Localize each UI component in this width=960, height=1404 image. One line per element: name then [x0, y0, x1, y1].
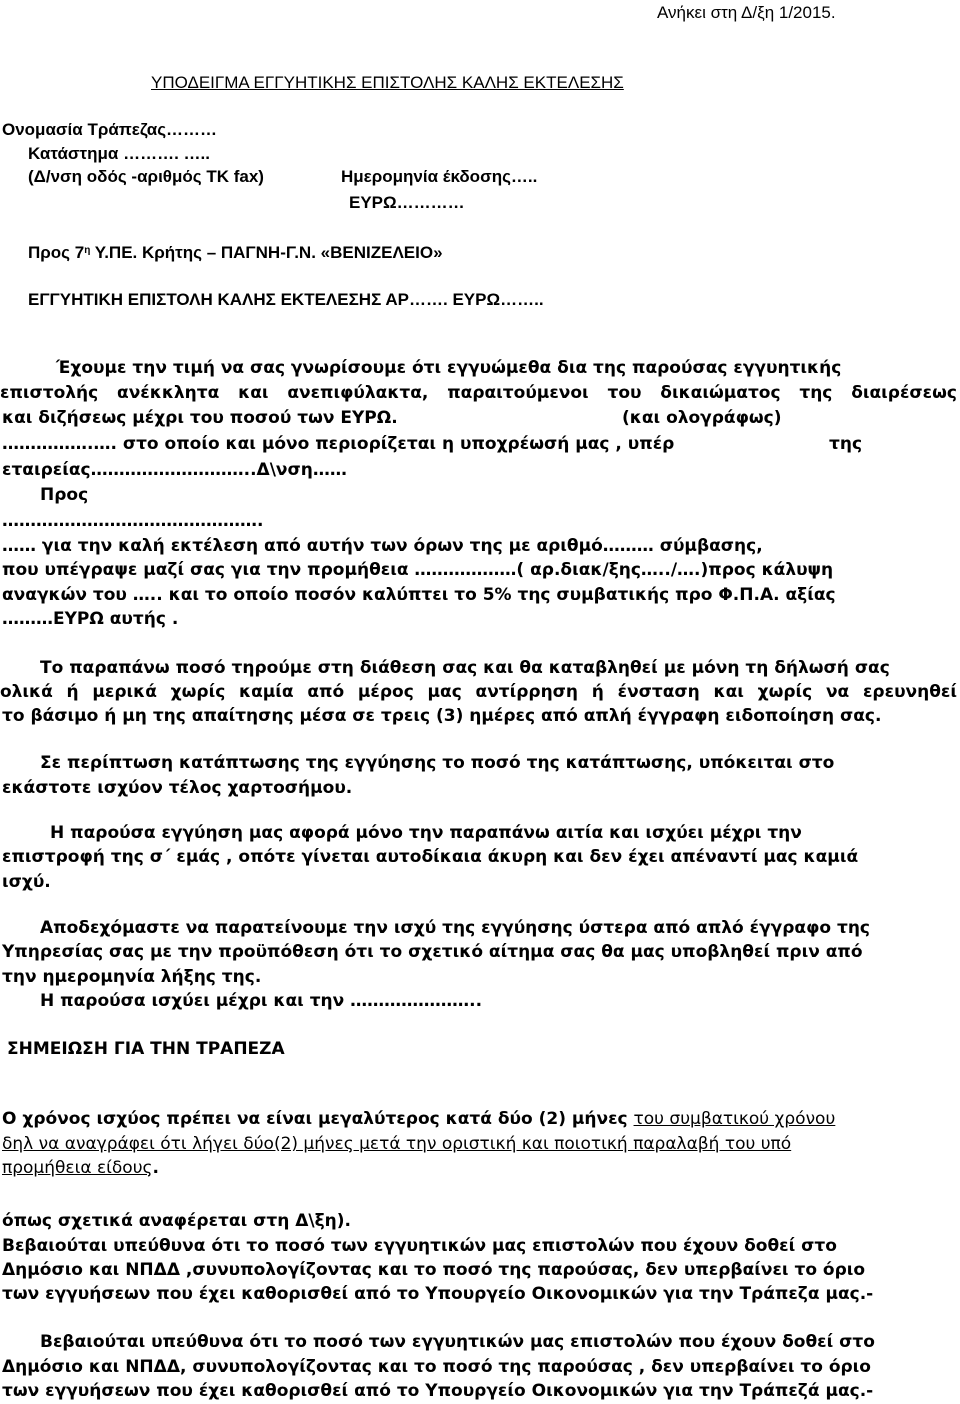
note-line-4: όπως σχετικά αναφέρεται στη Δ\ξη).	[2, 1211, 351, 1231]
p1-line-2: επιστολής ανέκκλητα και ανεπιφύλακτα, παραιτούμενοι του δικαιώματος της διαιρέσεως	[0, 383, 957, 403]
recipient	[28, 242, 443, 264]
p1-line-7: ……………………………………….	[2, 511, 264, 531]
document-title: ΥΠΟΔΕΙΓΜΑ ΕΓΓΥΗΤΙΚΗΣ ΕΠΙΣΤΟΛΗΣ ΚΑΛΗΣ ΕΚΤΕΛΕΣΗΣ	[151, 73, 624, 92]
recipient-rest: Υ.ΠΕ. Κρήτης – ΠΑΓΝΗ-Γ.Ν. «ΒΕΝΙΖΕΛΕΙΟ»	[90, 243, 443, 262]
note-line-8: Βεβαιούται υπεύθυνα ότι το ποσό των εγγυητικών μας επιστολών που έχουν δοθεί στο	[40, 1332, 875, 1352]
note-heading: ΣΗΜΕΙΩΣΗ ΓΙΑ ΤΗΝ ΤΡΑΠΕΖΑ	[7, 1039, 285, 1059]
top-note: Ανήκει στη Δ/ξη 1/2015.	[657, 3, 836, 22]
p1-line-8: …… για την καλή εκτέλεση από αυτήν των όρων της με αριθμό……… σύμβασης,	[2, 536, 763, 556]
note-line-1-bold: Ο χρόνος ισχύος πρέπει να είναι μεγαλύτερος κατά δύο (2) μήνες	[2, 1109, 628, 1129]
p5-line-1: Αποδεχόμαστε να παρατείνουμε την ισχύ της εγγύησης ύστερα από απλό έγγραφο της	[40, 918, 871, 938]
bank-name: Ονομασία Τράπεζας………	[2, 120, 218, 139]
note-line-1-underlined: του συμβατικού χρόνου	[633, 1109, 836, 1129]
note-line-2: δηλ να αναγράφει ότι λήγει δύο(2) μήνες μετά την οριστική και ποιοτική παραλαβή του υπό	[2, 1134, 792, 1154]
p2-line-3: το βάσιμο ή μη της απαίτησης μέσα σε τρεις (3) ημέρες από απλή έγγραφη ειδοποίηση σας.	[2, 706, 882, 726]
p1-line-10: αναγκών του ….. και το οποίο ποσόν καλύπτει το 5% της συμβατικής προ Φ.Π.Α. αξίας	[2, 585, 836, 605]
p1-line-9: που υπέγραψε μαζί σας για την προμήθεια ………………( αρ.διακ/ξης…../….)προς κάλυψη	[2, 560, 834, 580]
note-line-7: των εγγυήσεων που έχει καθορισθεί από το Υπουργείο Οικονομικών για την Τράπεζα μας.-	[2, 1284, 874, 1304]
p1-line-4b: της	[829, 434, 863, 454]
branch: Κατάστημα ………. …..	[28, 144, 210, 163]
note-line-3	[2, 1157, 159, 1179]
p1-line-6: Προς	[40, 485, 89, 505]
note-line-5: Βεβαιούται υπεύθυνα ότι το ποσό των εγγυητικών μας επιστολών που έχουν δοθεί στο	[2, 1236, 837, 1256]
note-line-6: Δημόσιο και ΝΠΔΔ ,συνυπολογίζοντας και το ποσό της παρούσας, δεν υπερβαίνει το όριο	[2, 1260, 866, 1280]
p3-line-1: Σε περίπτωση κατάπτωσης της εγγύησης το ποσό της κατάπτωσης, υπόκειται στο	[40, 753, 835, 773]
p4-line-1: Η παρούσα εγγύηση μας αφορά μόνο την παραπάνω αιτία και ισχύει μέχρι την	[50, 823, 802, 843]
note-line-1	[2, 1108, 835, 1130]
p4-line-2: επιστροφή της σ΄ εμάς , οπότε γίνεται αυτοδίκαια άκυρη και δεν έχει απέναντί μας καμιά	[2, 847, 859, 867]
p1-line-3a: και διζήσεως μέχρι του ποσού των ΕΥΡΩ.	[2, 408, 398, 428]
recipient-sup: η	[84, 245, 91, 256]
p3-line-2: εκάστοτε ισχύον τέλος χαρτοσήμου.	[2, 778, 353, 798]
recipient-prefix: Προς 7	[28, 243, 85, 262]
p4-line-3: ισχύ.	[2, 872, 51, 892]
issue-date: Ημερομηνία έκδοσης…..	[341, 167, 538, 186]
euro-amount: ΕΥΡΩ…………	[349, 193, 465, 212]
note-line-9: Δημόσιο και ΝΠΔΔ, συνυπολογίζοντας και το ποσό της παρούσας , δεν υπερβαίνει το όριο	[2, 1357, 871, 1377]
note-line-3-end: .	[152, 1158, 159, 1178]
note-line-10: των εγγυήσεων που έχει καθορισθεί από το Υπουργείο Οικονομικών για την Τράπεζά μας.-	[2, 1381, 874, 1401]
p1-line-4a: …………….…. στο οποίο και μόνο περιορίζεται η υποχρέωσή μας , υπέρ	[2, 434, 675, 454]
p5-line-4: Η παρούσα ισχύει μέχρι και την …………………..	[40, 991, 483, 1011]
p2-line-1: Το παραπάνω ποσό τηρούμε στη διάθεση σας και θα καταβληθεί με μόνη τη δήλωσή σας	[40, 658, 890, 678]
letter-title: ΕΓΓΥΗΤΙΚΗ ΕΠΙΣΤΟΛΗ ΚΑΛΗΣ ΕΚΤΕΛΕΣΗΣ ΑΡ……. ΕΥΡΩ……..	[28, 290, 544, 309]
p1-line-1: Έχουμε την τιμή να σας γνωρίσουμε ότι εγγυώμεθα δια της παρούσας εγγυητικής	[56, 358, 842, 378]
p1-line-3b: (και ολογράφως)	[622, 408, 782, 428]
p1-line-5: εταιρείας………………………..Δ\νση……	[2, 460, 347, 480]
p5-line-2: Υπηρεσίας σας με την προϋπόθεση ότι το σχετικό αίτημα σας θα μας υποβληθεί πριν από	[2, 942, 863, 962]
note-line-3-underlined: προμήθεια είδους	[2, 1158, 153, 1178]
bank-address: (Δ/νση οδός -αριθμός ΤΚ fax)	[28, 167, 264, 186]
p1-line-11: ………ΕΥΡΩ αυτής .	[2, 609, 179, 629]
p2-line-2: ολικά ή μερικά χωρίς καμία από μέρος μας αντίρρηση ή ένσταση και χωρίς να ερευνηθεί	[0, 682, 957, 702]
p5-line-3: την ημερομηνία λήξης της.	[2, 967, 262, 987]
